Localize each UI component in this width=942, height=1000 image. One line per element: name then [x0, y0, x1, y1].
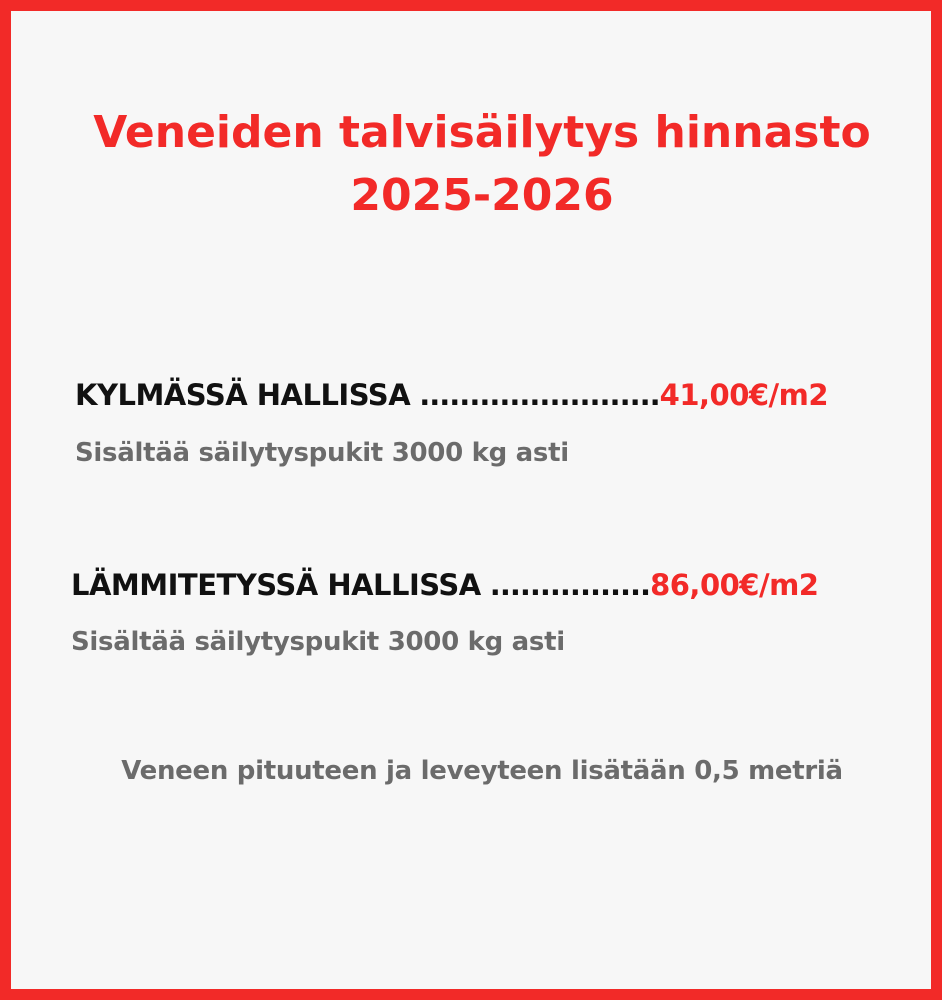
- price-note-cold-hall: Sisältää säilytyspukit 3000 kg asti: [75, 438, 569, 468]
- price-name: LÄMMITETYSSÄ HALLISSA: [71, 568, 481, 602]
- title-line-2: 2025-2026: [350, 170, 614, 221]
- footer-note: Veneen pituuteen ja leveyteen lisätään 0,5 metriä: [121, 756, 843, 786]
- price-row-cold-hall: [75, 377, 828, 413]
- page-title: [11, 101, 942, 227]
- price-note-heated-hall: Sisältää säilytyspukit 3000 kg asti: [71, 627, 565, 657]
- title-line-1: Veneiden talvisäilytys hinnasto: [93, 107, 871, 158]
- price-name: KYLMÄSSÄ HALLISSA: [75, 378, 411, 412]
- price-value: 41,00€/m2: [659, 378, 829, 412]
- price-leader-dots: ........................: [410, 378, 660, 412]
- price-value: 86,00€/m2: [650, 568, 819, 602]
- price-leader-dots: ................: [480, 568, 651, 602]
- price-row-heated-hall: [71, 567, 818, 603]
